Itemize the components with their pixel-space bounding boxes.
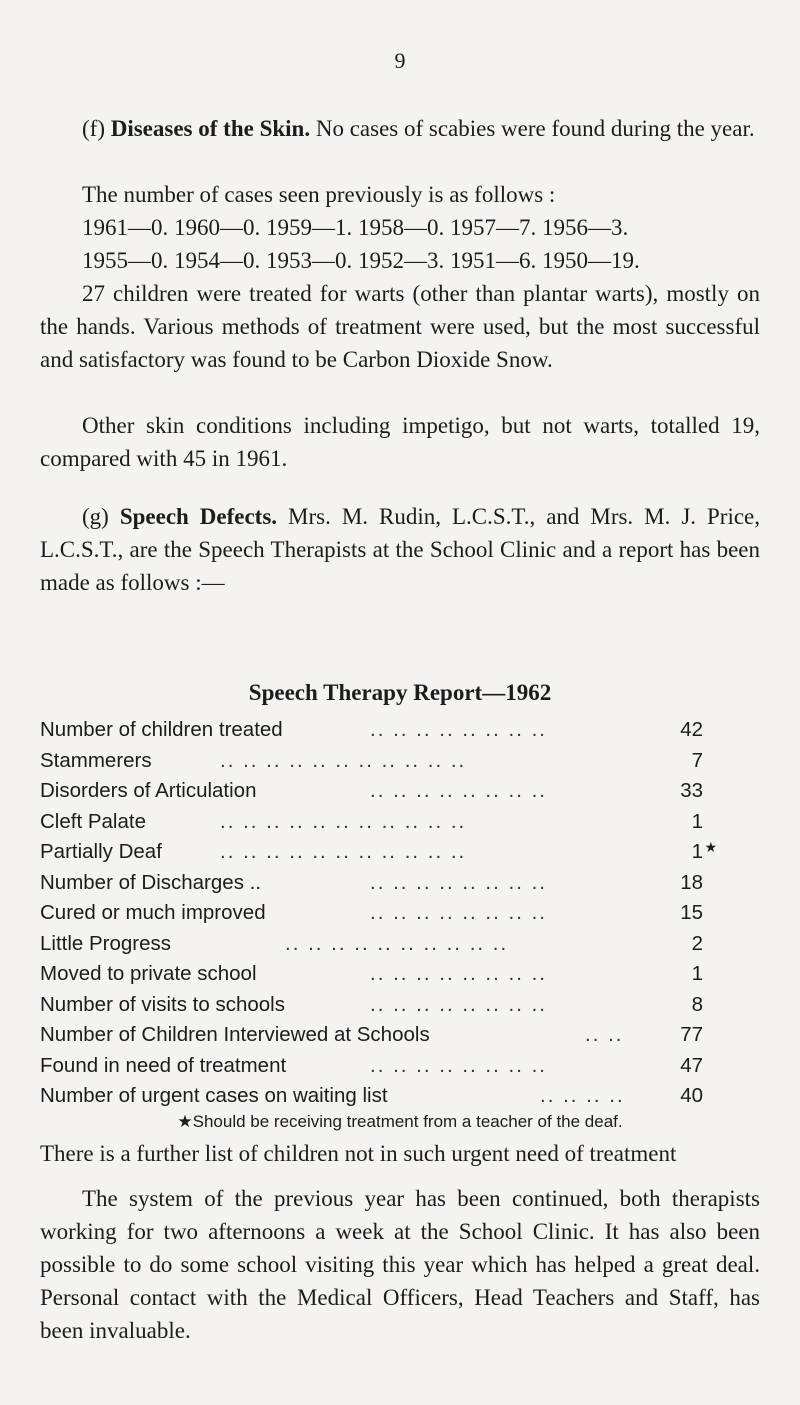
stats-label: Moved to private school bbox=[40, 962, 257, 985]
stats-value: 15 bbox=[680, 901, 703, 924]
stats-value: 18 bbox=[680, 870, 703, 894]
stats-label: Partially Deaf bbox=[40, 840, 162, 863]
stats-value: 47 bbox=[680, 1053, 703, 1077]
skin-intro-text: No cases of scabies were found during the year. bbox=[315, 116, 755, 141]
system-paragraph: The system of the previous year has been continued, both therapists working for two afternoons a week at the School Clinic. It has also been possible to do some school visiting this year which has helped a great deal. Personal contact with the Medical Officers, Head Teachers and Staff, has been invaluable. bbox=[40, 1186, 760, 1343]
stats-value: 42 bbox=[680, 718, 703, 741]
speech-therapy-stats-table bbox=[40, 715, 740, 1112]
stats-value: 7 bbox=[691, 748, 703, 772]
stats-label: Number of Children Interviewed at Schools bbox=[40, 1023, 430, 1046]
previous-cases-intro: The number of cases seen previously is as follows : bbox=[82, 182, 556, 207]
report-footnote: ★Should be receiving treatment from a teacher of the deaf. bbox=[177, 1112, 623, 1131]
stats-value: 40 bbox=[680, 1084, 703, 1107]
page-number: 9 bbox=[394, 48, 406, 73]
stats-row: Found in need of treatment .. .. .. .. .. .. .. .. 47 bbox=[40, 1051, 740, 1082]
stats-row: Moved to private school .. .. .. .. .. .. .. .. 1 bbox=[40, 959, 740, 990]
stats-row: Little Progress .. .. .. .. .. .. .. .. .. .. 2 bbox=[40, 929, 740, 960]
stats-label: Stammerers bbox=[40, 748, 152, 772]
stats-value: 1 bbox=[691, 962, 703, 985]
stats-row: Number of visits to schools .. .. .. .. .. .. .. .. 8 bbox=[40, 990, 740, 1021]
speech-section-heading: Speech Defects. bbox=[119, 504, 278, 529]
stats-label: Disorders of Articulation bbox=[40, 779, 257, 802]
stats-row: Cleft Palate .. .. .. .. .. .. .. .. .. .. .. 1 bbox=[40, 807, 740, 838]
stats-label: Number of urgent cases on waiting list bbox=[40, 1084, 388, 1107]
stats-row: Number of Discharges .. .. .. .. .. .. .. .. .. 18 bbox=[40, 868, 740, 899]
warts-paragraph: 27 children were treated for warts (other than plantar warts), mostly on the hands. Various methods of treatment were used, but the most successful and satisfactory was found to be Carbon Dioxide Snow. bbox=[40, 281, 760, 372]
skin-section-label: (f) bbox=[82, 116, 105, 141]
stats-label: Number of visits to schools bbox=[40, 992, 285, 1016]
speech-intro-text: Mrs. M. Rudin, L.C.S.T., and Mrs. M. J. Price, L.C.S.T., are the Speech Therapists at the School Clinic and a report has been made as follows :— bbox=[40, 504, 761, 595]
further-list-line: There is a further list of children not in such urgent need of treatment bbox=[40, 1141, 677, 1166]
speech-defects-paragraph bbox=[40, 500, 760, 599]
stats-row: Stammerers .. .. .. .. .. .. .. .. .. .. .. 7 bbox=[40, 746, 740, 777]
stats-row: Number of children treated .. .. .. .. .. .. .. .. 42 bbox=[40, 715, 740, 746]
stats-label: Number of Discharges .. bbox=[40, 870, 262, 894]
stats-row: Partially Deaf .. .. .. .. .. .. .. .. .. .. .. 1 ★ bbox=[40, 837, 740, 868]
previous-cases-line-2: 1955—0. 1954—0. 1953—0. 1952—3. 1951—6. 1950—19. bbox=[82, 248, 640, 273]
stats-row: Cured or much improved .. .. .. .. .. .. .. .. 15 bbox=[40, 898, 740, 929]
skin-diseases-paragraph bbox=[40, 112, 760, 145]
other-skin-conditions-paragraph: Other skin conditions including impetigo, but not warts, totalled 19, compared with 45 in 1961. bbox=[40, 413, 760, 471]
stats-label: Cleft Palate bbox=[40, 809, 146, 833]
stats-row: Disorders of Articulation .. .. .. .. .. .. .. .. 33 bbox=[40, 776, 740, 807]
stats-value: 1 bbox=[691, 840, 703, 863]
skin-section-heading: Diseases of the Skin. bbox=[110, 116, 311, 141]
stats-label: Little Progress bbox=[40, 931, 172, 955]
footnote-star-marker: ★ bbox=[704, 839, 717, 855]
stats-row: Number of urgent cases on waiting list .. .. .. .. 40 bbox=[40, 1081, 740, 1112]
speech-therapy-report-title: Speech Therapy Report—1962 bbox=[248, 680, 552, 705]
stats-value: 33 bbox=[680, 779, 703, 802]
stats-label: Cured or much improved bbox=[40, 901, 266, 924]
stats-label: Number of children treated bbox=[40, 718, 283, 741]
stats-value: 8 bbox=[691, 992, 703, 1016]
previous-cases-line-1: 1961—0. 1960—0. 1959—1. 1958—0. 1957—7. 1956—3. bbox=[82, 215, 629, 240]
stats-value: 77 bbox=[680, 1023, 703, 1046]
stats-value: 2 bbox=[691, 931, 703, 955]
stats-label: Found in need of treatment bbox=[40, 1053, 287, 1077]
stats-value: 1 bbox=[691, 809, 703, 833]
stats-row: Number of Children Interviewed at Schools .. .. 77 bbox=[40, 1020, 740, 1051]
speech-section-label: (g) bbox=[82, 504, 109, 529]
